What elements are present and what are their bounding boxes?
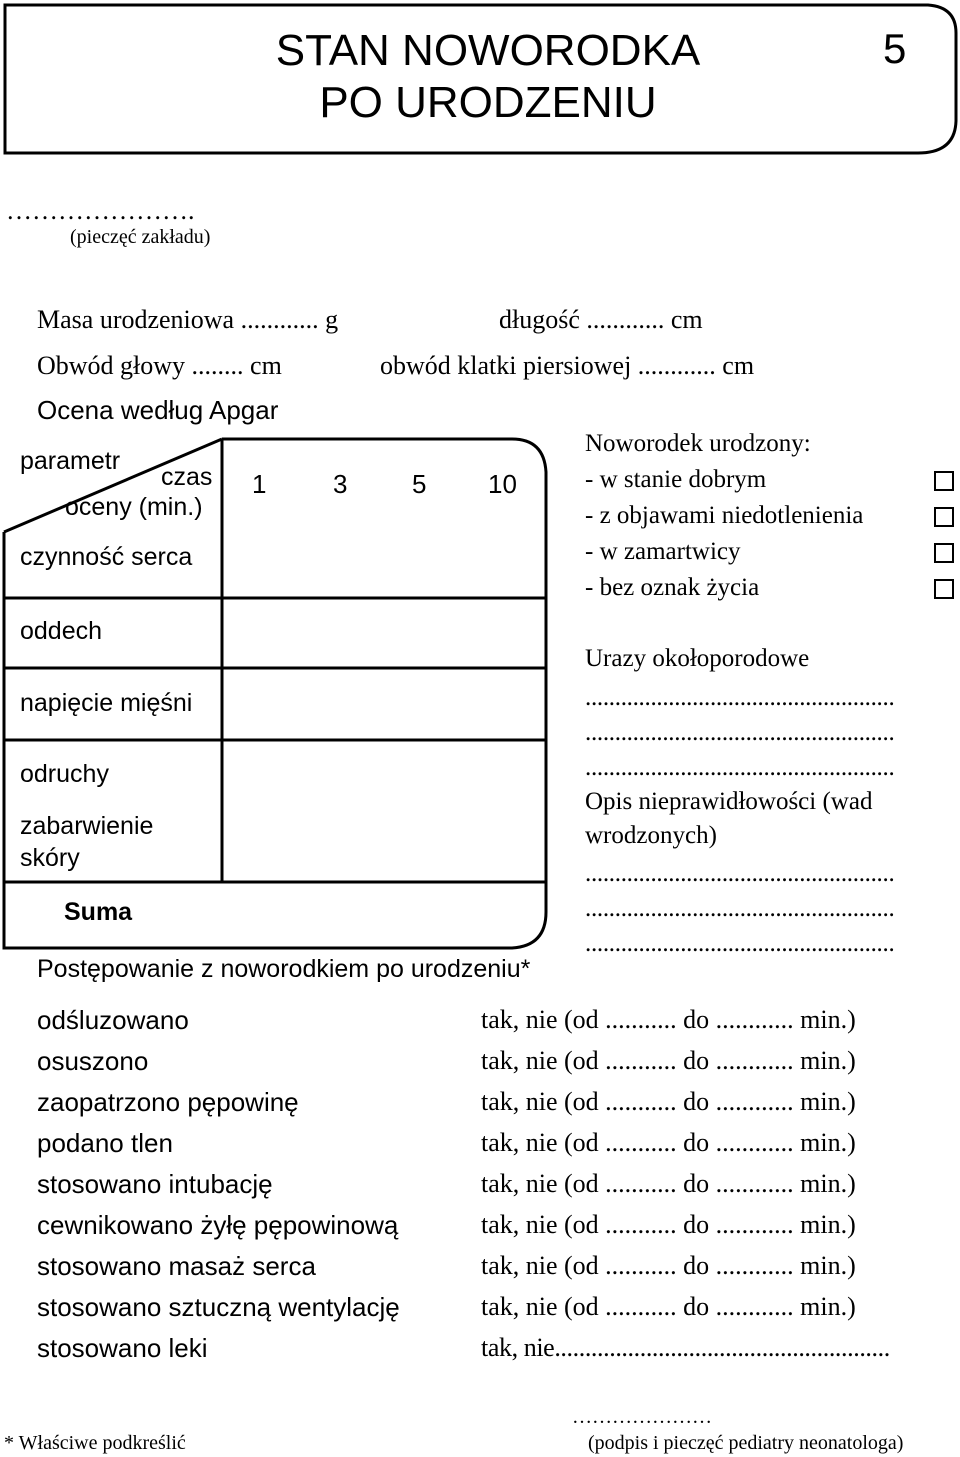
procedure-answer: tak, nie (od ........... do ............ min.) — [481, 1087, 856, 1116]
checkbox-stillborn[interactable] — [934, 579, 954, 599]
state-option-stillborn: - bez oznak życia — [585, 574, 760, 601]
procedure-label: osuszono — [37, 1046, 149, 1076]
procedure-answer: tak, nie (od ........... do ............ min.) — [481, 1005, 856, 1034]
procedure-answer: tak, nie....................................................... — [481, 1333, 890, 1362]
apgar-row-breathing: oddech — [20, 617, 103, 645]
apgar-col-5: 5 — [412, 469, 427, 499]
procedure-label: stosowano intubację — [37, 1169, 273, 1199]
apgar-row-muscle-tone: napięcie mięśni — [20, 689, 193, 717]
birth-weight-field: Masa urodzeniowa ............ g — [37, 305, 339, 334]
apgar-header-oceny: oceny (min.) — [65, 493, 203, 521]
stamp-label: (pieczęć zakładu) — [70, 226, 211, 248]
footnote: * Właściwe podkreślić — [4, 1432, 186, 1454]
checkbox-asphyxia[interactable] — [934, 543, 954, 563]
signature-label: (podpis i pieczęć pediatry neonatologa) — [588, 1432, 904, 1454]
procedure-answer: tak, nie (od ........... do ............ min.) — [481, 1046, 856, 1075]
procedures-heading: Postępowanie z noworodkiem po urodzeniu* — [37, 955, 531, 983]
stamp-dots: …………………. — [6, 196, 195, 225]
procedure-label: stosowano leki — [37, 1333, 208, 1363]
defects-heading-1: Opis nieprawidłowości (wad — [585, 788, 873, 815]
procedure-answer: tak, nie (od ........... do ............ min.) — [481, 1169, 856, 1198]
title-box — [3, 3, 955, 153]
procedure-label: odśluzowano — [37, 1005, 189, 1035]
state-option-asphyxia: - w zamartwicy — [585, 538, 741, 565]
injuries-heading: Urazy okołoporodowe — [585, 645, 810, 672]
newborn-state-heading: Noworodek urodzony: — [585, 430, 811, 457]
injuries-line-3: .................................................... — [585, 754, 895, 781]
title-line-2: PO URODZENIU — [319, 78, 657, 127]
defects-line-3: .................................................... — [585, 930, 895, 957]
checkbox-good[interactable] — [934, 471, 954, 491]
state-option-hypoxia: - z objawami niedotlenienia — [585, 502, 864, 529]
defects-line-1: .................................................... — [585, 860, 895, 887]
apgar-sum-label: Suma — [64, 898, 133, 926]
defects-line-2: .................................................... — [585, 895, 895, 922]
procedure-answer: tak, nie (od ........... do ............ min.) — [481, 1210, 856, 1239]
apgar-heading: Ocena według Apgar — [37, 395, 279, 425]
procedure-label: zaopatrzono pępowinę — [37, 1087, 299, 1117]
apgar-row-skin-2: skóry — [20, 844, 80, 872]
apgar-row-reflexes: odruchy — [20, 760, 109, 788]
apgar-row-heart: czynność serca — [20, 543, 193, 571]
defects-heading-2: wrodzonych) — [585, 822, 717, 849]
apgar-table — [0, 436, 560, 952]
title-line-1: STAN NOWORODKA — [275, 26, 701, 75]
chest-circumference-field: obwód klatki piersiowej ............ cm — [380, 351, 755, 380]
apgar-col-10: 10 — [488, 469, 517, 499]
procedure-answer: tak, nie (od ........... do ............ min.) — [481, 1128, 856, 1157]
injuries-line-1: .................................................... — [585, 684, 895, 711]
length-field: długość ............ cm — [499, 305, 703, 334]
apgar-row-skin-1: zabarwienie — [20, 812, 154, 840]
page-number: 5 — [883, 25, 907, 72]
apgar-col-3: 3 — [333, 469, 348, 499]
state-option-good: - w stanie dobrym — [585, 466, 767, 493]
signature-dots: ………………… — [572, 1406, 712, 1428]
apgar-header-czas: czas — [161, 463, 213, 491]
apgar-header-parametr: parametr — [20, 447, 121, 475]
checkbox-hypoxia[interactable] — [934, 507, 954, 527]
head-circumference-field: Obwód głowy ........ cm — [37, 351, 282, 380]
procedure-answer: tak, nie (od ........... do ............ min.) — [481, 1292, 856, 1321]
injuries-line-2: .................................................... — [585, 719, 895, 746]
apgar-col-1: 1 — [252, 469, 267, 499]
procedure-answer: tak, nie (od ........... do ............ min.) — [481, 1251, 856, 1280]
procedure-label: cewnikowano żyłę pępowinową — [37, 1210, 399, 1240]
procedure-label: stosowano masaż serca — [37, 1251, 316, 1281]
procedure-label: podano tlen — [37, 1128, 173, 1158]
procedure-label: stosowano sztuczną wentylację — [37, 1292, 400, 1322]
